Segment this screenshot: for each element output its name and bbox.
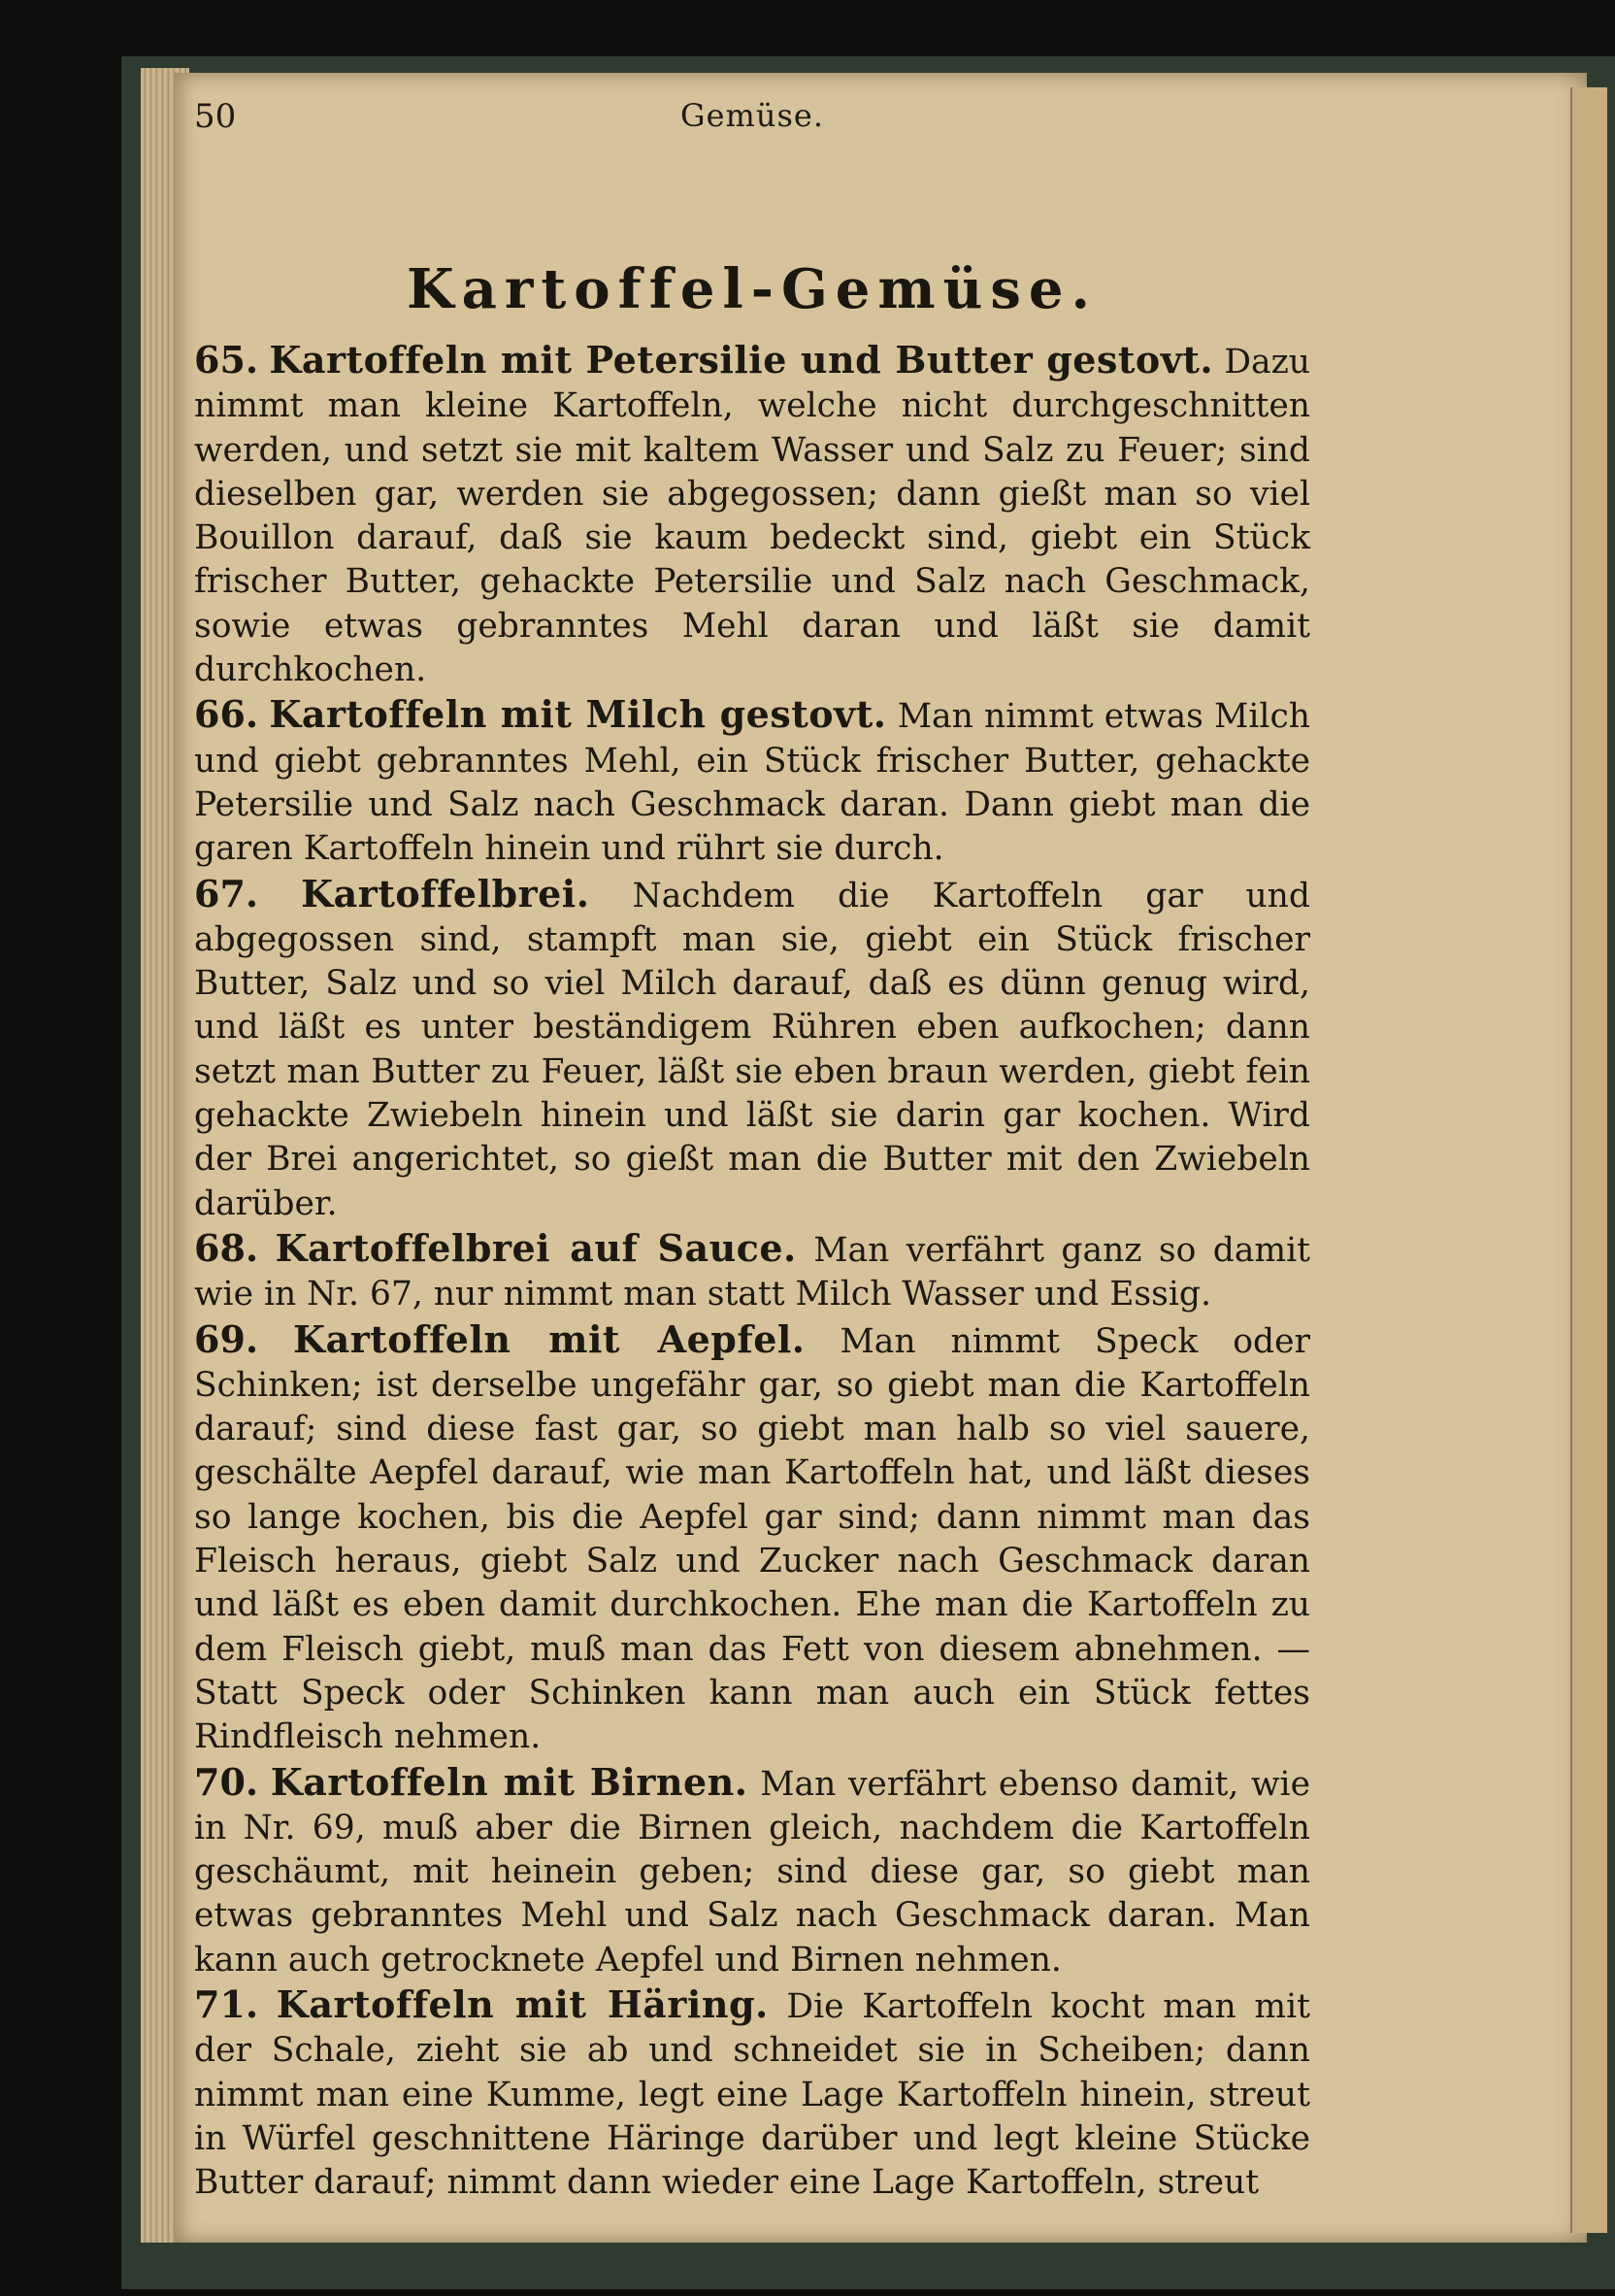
section-title: Kartoffel-Gemüse. [406, 257, 1099, 321]
recipe-text: Nachdem die Kartoffeln gar und abgegossen sind, stampft man sie, giebt ein Stück frischer Butter, Salz und so viel Milch darauf, daß es dünn genug wird, und läßt es unter beständigem Rühren eben aufkochen; dann setzt man Butter zu Feuer, läßt sie eben braun werden, giebt fein gehackte Zwiebeln hinein und läßt sie darin gar kochen. Wird der Brei angerichtet, so gießt man die Butter mit den Zwiebeln darüber. [194, 876, 1310, 1223]
recipe-66 [194, 692, 1310, 871]
recipe-text: Die Kartoffeln kocht man mit der Schale, zieht sie ab und schneidet sie in Scheiben; dann nimmt man eine Kumme, legt eine Lage Kartoffeln hinein, streut in Würfel geschnittene Häringe darüber und legt kleine Stücke Butter darauf; nimmt dann wieder eine Lage Kartoffeln, streut [194, 1986, 1311, 2203]
recipe-65 [194, 338, 1310, 692]
recipe-number: 68. [194, 1225, 259, 1270]
recipe-69 [194, 1317, 1310, 1760]
page-header [194, 97, 1310, 155]
recipe-68 [194, 1226, 1310, 1317]
recipe-71 [194, 1982, 1310, 2205]
facing-page-edge [1570, 87, 1607, 2233]
body-text [194, 338, 1310, 2205]
recipe-text: Man nimmt Speck oder Schinken; ist derselbe ungefähr gar, so giebt man die Kartoffeln darauf; sind diese fast gar, so giebt man halb so viel sauere, geschälte Aepfel darauf, wie man Kartoffeln hat, und läßt dieses so lange kochen, bis die Aepfel gar sind; dann nimmt man das Fleisch heraus, giebt Salz und Zucker nach Geschmack daran und läßt es eben damit durchkochen. Ehe man die Kartoffeln zu dem Fleisch giebt, muß man das Fett von diesem abnehmen. — Statt Speck oder Schinken kann man auch ein Stück fettes Rindfleisch nehmen. [194, 1321, 1310, 1757]
recipe-title: Kartoffeln mit Milch gestovt. [269, 692, 887, 737]
recipe-title: Kartoffeln mit Aepfel. [293, 1316, 806, 1361]
recipe-67 [194, 872, 1310, 1226]
recipe-title: Kartoffelbrei. [301, 871, 590, 915]
recipe-number: 70. [194, 1759, 259, 1804]
recipe-number: 65. [194, 338, 259, 382]
recipe-70 [194, 1760, 1310, 1982]
running-head: Gemüse. [680, 97, 824, 134]
recipe-text: Man verfährt ganz so damit wie in Nr. 67, nur nimmt man statt Milch Wasser und Essig. [194, 1230, 1311, 1314]
recipe-number: 66. [194, 692, 259, 737]
recipe-title: Kartoffeln mit Birnen. [270, 1759, 748, 1804]
recipe-text: Man nimmt etwas Milch und giebt gebranntes Mehl, ein Stück frischer Butter, gehackte Petersilie und Salz nach Geschmack daran. Dann giebt man die garen Kartoffeln hinein und rührt sie durch. [194, 697, 1310, 869]
recipe-title: Kartoffelbrei auf Sauce. [275, 1225, 797, 1270]
recipe-number: 71. [194, 1981, 259, 2026]
recipe-number: 67. [194, 871, 259, 915]
recipe-text: Man verfährt ebenso damit, wie in Nr. 69, muß aber die Birnen gleich, nachdem die Kartoffeln geschäumt, mit heinein geben; sind diese gar, so giebt man etwas gebranntes Mehl und Salz nach Geschmack daran. Man kann auch getrocknete Aepfel und Birnen nehmen. [194, 1764, 1311, 1980]
recipe-title: Kartoffeln mit Häring. [276, 1981, 769, 2026]
recipe-title: Kartoffeln mit Petersilie und Butter gestovt. [269, 338, 1214, 382]
recipe-number: 69. [194, 1316, 259, 1361]
page-number: 50 [194, 97, 237, 136]
recipe-text: Dazu nimmt man kleine Kartoffeln, welche nicht durchgeschnitten werden, und setzt sie mit kaltem Wasser und Salz zu Feuer; sind dieselben gar, werden sie abgegossen; dann gießt man so viel Bouillon darauf, daß sie kaum bedeckt sind, giebt ein Stück frischer Butter, gehackte Petersilie und Salz nach Geschmack, sowie etwas gebranntes Mehl daran und läßt sie damit durchkochen. [194, 343, 1311, 690]
